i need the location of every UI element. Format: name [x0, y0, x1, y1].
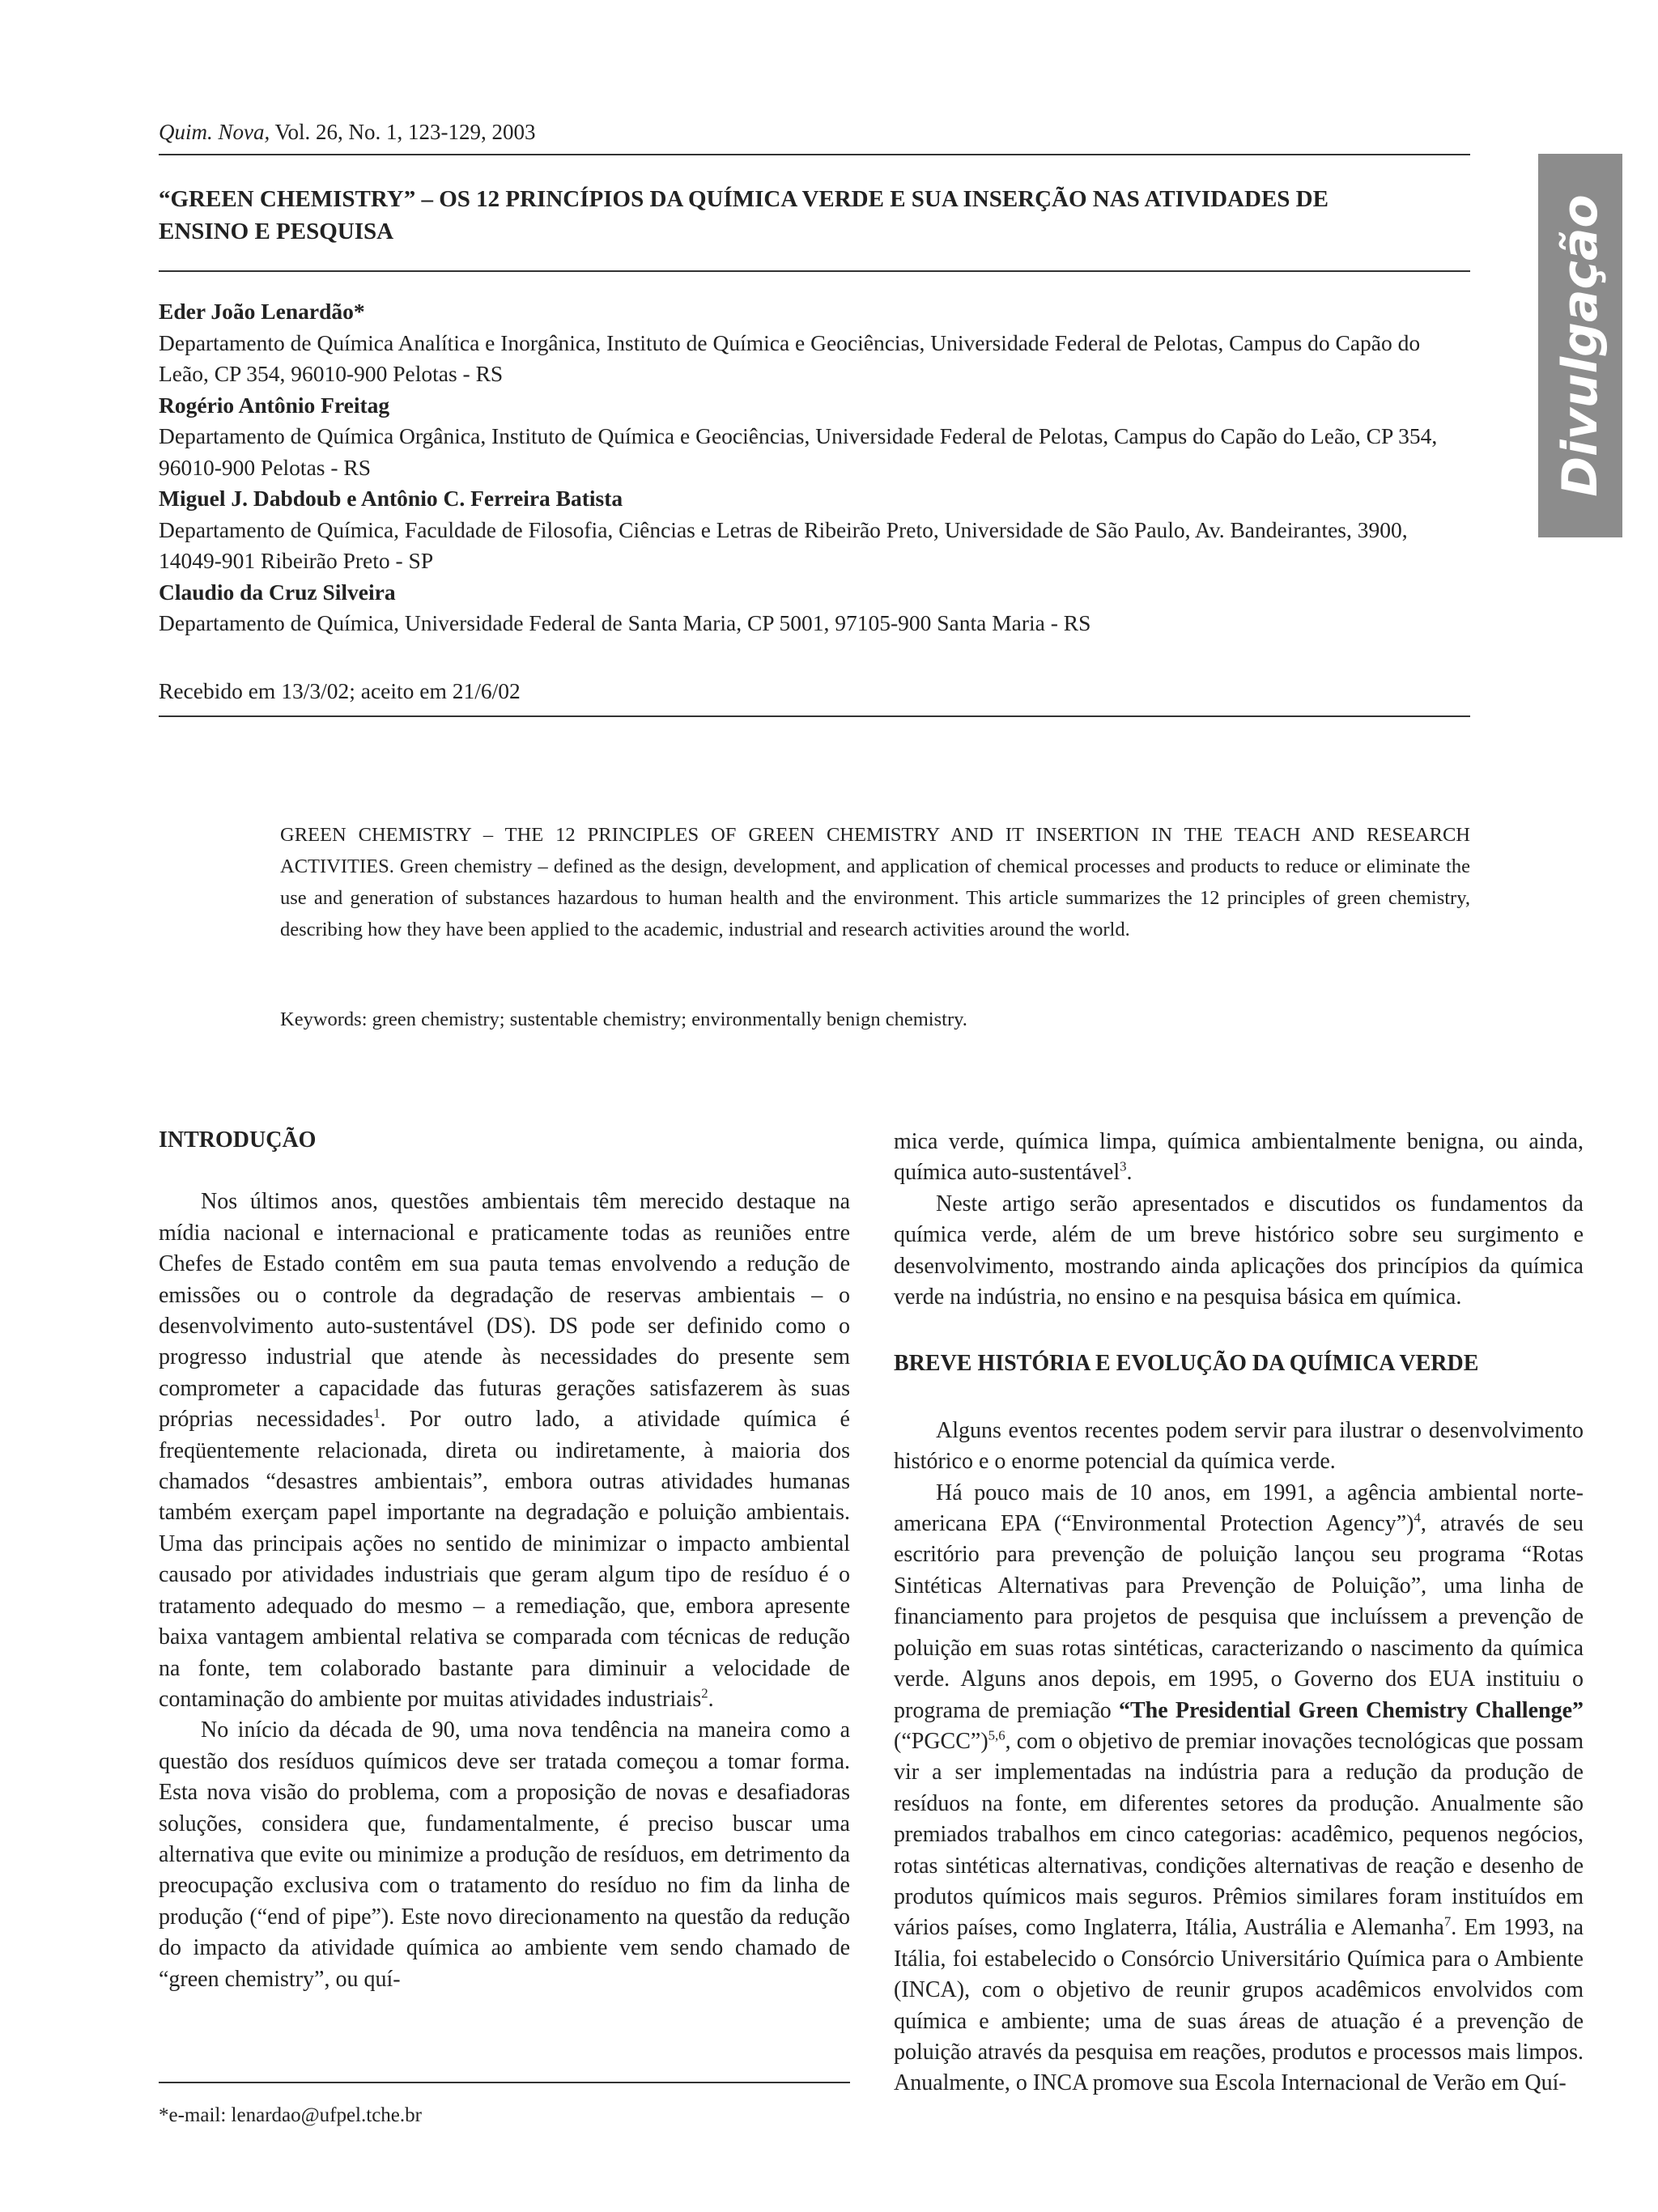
title-rule	[159, 270, 1470, 272]
author-affiliation: Departamento de Química, Universidade Federal de Santa Maria, CP 5001, 97105-900 Santa Maria - RS	[159, 610, 1091, 635]
footnote-email: *e-mail: lenardao@ufpel.tche.br	[159, 2104, 422, 2126]
author-name: Rogério Antônio Freitag	[159, 392, 390, 418]
abstract: GREEN CHEMISTRY – THE 12 PRINCIPLES OF GREEN CHEMISTRY AND IT INSERTION IN THE TEACH AND RESEARCH ACTIVITIES. Green chemistry – defined as the design, development, and application of chemical processes and products to reduce or eliminate the use and generation of substances hazardous to human health and the environment. This article summarizes the 12 principles of green chemistry, describing how they have been applied to the academic, industrial and research activities around the world.	[280, 824, 1470, 940]
title-line-2: ENSINO E PESQUISA	[159, 219, 394, 244]
header-rule	[159, 154, 1470, 155]
received-rule	[159, 715, 1470, 717]
author-name: Miguel J. Dabdoub e Antônio C. Ferreira Batista	[159, 486, 623, 511]
journal-name: Quim. Nova,	[159, 120, 270, 144]
reference-marker: 2	[701, 1685, 708, 1701]
title-line-1: “GREEN CHEMISTRY” – OS 12 PRINCÍPIOS DA QUÍMICA VERDE E SUA INSERÇÃO NAS ATIVIDADES DE	[159, 186, 1329, 212]
reference-marker: 3	[1120, 1159, 1127, 1175]
received-date: Recebido em 13/3/02; aceito em 21/6/02	[159, 678, 521, 703]
paragraph: Há pouco mais de 10 anos, em 1991, a agência ambiental norte-americana EPA (“Environmental Protection Agency”)$^4$, através de seu escritório para prevenção de poluição lançou seu programa “Rotas Sintéticas Alternativas para Prevenção de Poluição”, uma linha de financiamento para projetos de pesquisa que incluíssem a prevenção de poluição em suas rotas sintéticas, caracterizando o nascimento da química verde. Alguns anos depois, em 1995, o Governo dos EUA instituiu o programa de premiação “The Presidential Green Chemistry Challenge” (“PGCC”)$^{5,6}$, com o objetivo de premiar inovações tecnológicas que possam vir a ser implementadas na indústria para a redução da produção de resíduos na fonte, em diferentes setores da produção. Anualmente são premiados trabalhos em cinco categorias: acadêmico, pequenos negócios, rotas sintéticas alternativas, condições alternativas de reação e desenho de produtos químicos mais seguros. Prêmios similares foram instituídos em vários países, como Inglaterra, Itália, Austrália e Alemanha$^7$. Em 1993, na Itália, foi estabelecido o Consórcio Universitário Química para o Ambiente (INCA), com o objetivo de reunir grupos acadêmicos envolvidos com química e ambiente; uma de suas áreas de atuação é a prevenção de poluição através da pesquisa em reações, produtos e processos mais limpos. Anualmente, o INCA promove sua Escola Internacional de Verão em Quí-	[894, 1480, 1584, 2096]
reference-marker: 4	[1414, 1509, 1421, 1526]
section-heading-historia: BREVE HISTÓRIA E EVOLUÇÃO DA QUÍMICA VERDE	[894, 1351, 1479, 1377]
keywords: Keywords: green chemistry; sustentable chemistry; environmentally benign chemistry.	[280, 1008, 967, 1030]
section-sidebar	[1538, 154, 1622, 537]
article-title	[159, 183, 1470, 248]
body-column-right	[894, 1127, 1584, 2099]
author-affiliation: Departamento de Química, Faculdade de Filosofia, Ciências e Letras de Ribeirão Preto, Universidade de São Paulo, Av. Bandeirantes, 3900, 14049-901 Ribeirão Preto - SP	[159, 516, 1408, 573]
journal-citation	[159, 120, 536, 145]
author-list	[159, 296, 1470, 639]
paragraph: Neste artigo serão apresentados e discutidos os fundamentos da química verde, além de um breve histórico sobre seu surgimento e desenvolvimento, mostrando ainda aplicações dos princípios da química verde na indústria, no ensino e na pesquisa básica em química.	[894, 1191, 1584, 1310]
author-name: Eder João Lenardão*	[159, 299, 365, 324]
author-name: Claudio da Cruz Silveira	[159, 579, 396, 605]
journal-volume: Vol. 26, No. 1, 123-129, 2003	[270, 120, 536, 144]
author-affiliation: Departamento de Química Analítica e Inorgânica, Instituto de Química e Geociências, Universidade Federal de Pelotas, Campus do Capão do Leão, CP 354, 96010-900 Pelotas - RS	[159, 329, 1421, 386]
body-column-left	[159, 1125, 850, 1995]
paragraph: No início da década de 90, uma nova tendência na maneira como a questão dos resíduos químicos deve ser tratada começou a tomar forma. Esta nova visão do problema, com a proposição de novas e desafiadoras soluções, considera que, fundamentalmente, é preciso buscar uma alternativa que evite ou minimize a produção de resíduos, em detrimento da preocupação exclusiva com o tratamento do resíduo no fim da linha de produção (“end of pipe”). Este novo direcionamento na questão da redução do impacto da atividade química ao ambiente vem sendo chamado de “green chemistry”, ou quí-	[159, 1717, 850, 1992]
reference-marker: 5,6	[988, 1727, 1005, 1743]
paragraph: mica verde, química limpa, química ambientalmente benigna, ou ainda, química auto-sustentável$^3$.	[894, 1129, 1584, 1186]
reference-marker: 1	[373, 1405, 380, 1421]
footnote-rule	[159, 2082, 850, 2083]
author-affiliation: Departamento de Química Orgânica, Instituto de Química e Geociências, Universidade Federal de Pelotas, Campus do Capão do Leão, CP 354, 96010-900 Pelotas - RS	[159, 423, 1438, 480]
section-label: Divulgação	[1552, 194, 1609, 497]
paragraph: Alguns eventos recentes podem servir para ilustrar o desenvolvimento histórico e o enorme potencial da química verde.	[894, 1417, 1584, 1475]
award-name: “The Presidential Green Chemistry Challenge”	[1118, 1697, 1584, 1723]
section-heading-introducao: INTRODUÇÃO	[159, 1127, 317, 1153]
paragraph: Nos últimos anos, questões ambientais têm merecido destaque na mídia nacional e internacional e praticamente todas as reuniões entre Chefes de Estado contêm em sua pauta temas envolvendo a redução de emissões ou o controle da degradação de reservas ambientais – o desenvolvimento auto-sustentável (DS). DS pode ser definido como o progresso industrial que atende às necessidades do presente sem comprometer a capacidade das futuras gerações satisfazerem às suas próprias necessidades$^1$. Por outro lado, a atividade química é freqüentemente relacionada, direta ou indiretamente, à maioria dos chamados “desastres ambientais”, embora outras atividades humanas também exerçam papel importante na degradação e poluição ambientais. Uma das principais ações no sentido de minimizar o impacto ambiental causado por atividades industriais que geram algum tipo de resíduo é o tratamento adequado do mesmo – a remediação, que, embora apresente baixa vantagem ambiental relativa se comparada com técnicas de redução na fonte, tem colaborado bastante para diminuir a velocidade de contaminação do ambiente por muitas atividades industriais$^2$.	[159, 1189, 850, 1712]
reference-marker: 7	[1443, 1914, 1452, 1930]
